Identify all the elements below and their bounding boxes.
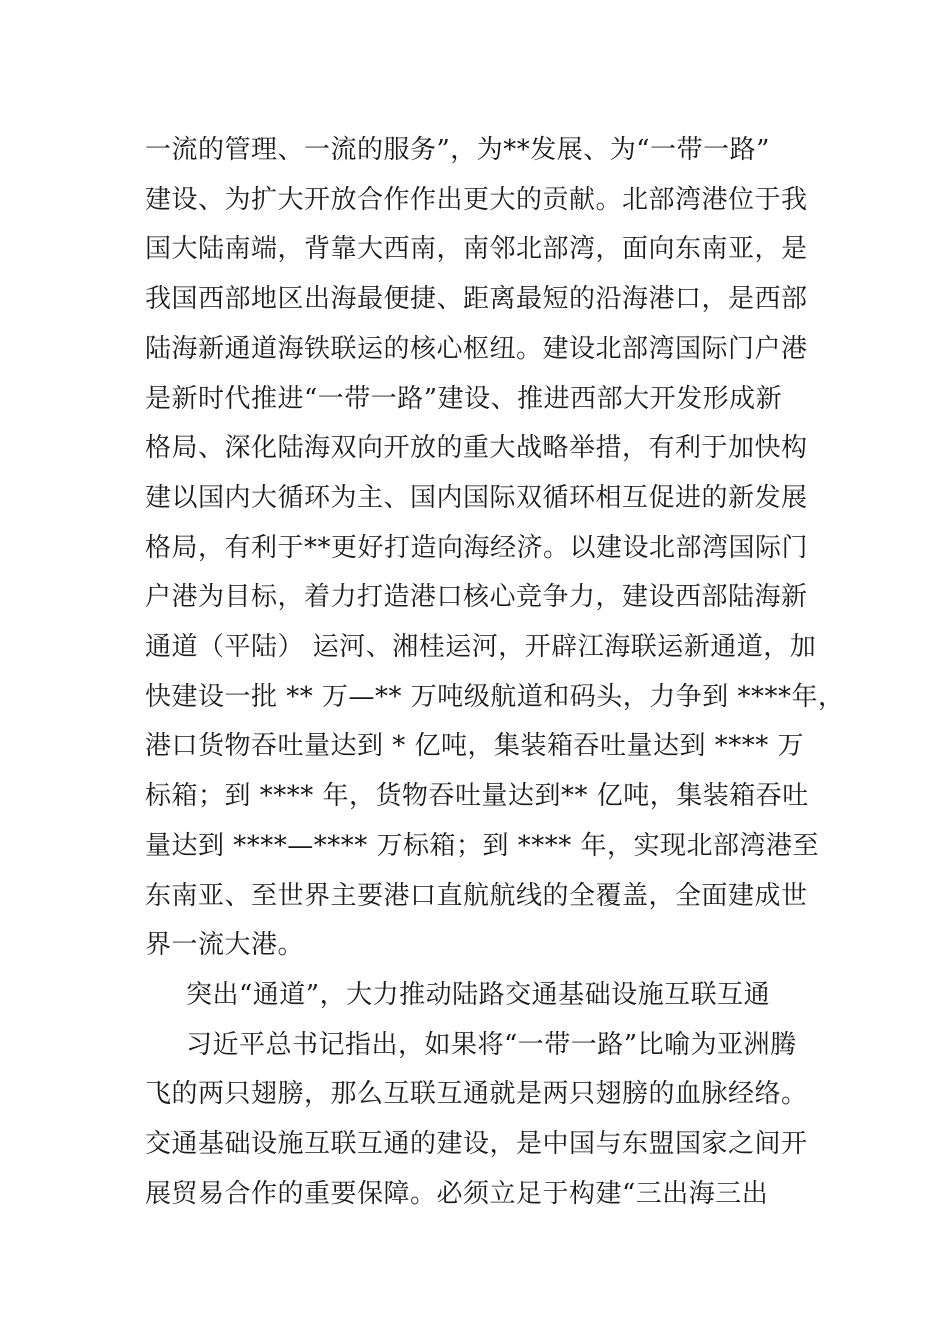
- text-line: 快建设一批 ** 万—** 万吨级航道和码头，力争到 ****年，: [145, 682, 845, 712]
- text-line: 户港为目标，着力打造港口核心竞争力，建设西部陆海新: [145, 582, 808, 612]
- text-line: 飞的两只翅膀，那么互联互通就是两只翅膀的血脉经络。: [145, 1079, 808, 1109]
- text-line: 建设、为扩大开放合作作出更大的贡献。北部湾港位于我: [145, 185, 808, 215]
- text-line: 一流的管理、一流的服务”，为**发展、为“一带一路”: [145, 135, 770, 165]
- text-line: 习近平总书记指出，如果将“一带一路”比喻为亚洲腾: [186, 1030, 797, 1060]
- text-line: 标箱；到 **** 年，货物吞吐量达到** 亿吨，集装箱吞吐: [145, 781, 809, 811]
- text-line: 我国西部地区出海最便捷、距离最短的沿海港口，是西部: [145, 284, 808, 314]
- text-line: 格局、深化陆海双向开放的重大战略举措，有利于加快构: [145, 433, 808, 463]
- text-line: 展贸易合作的重要保障。必须立足于构建“三出海三出: [145, 1179, 769, 1209]
- section-heading: 突出“通道”，大力推动陆路交通基础设施互联互通: [186, 980, 771, 1010]
- text-line: 东南亚、至世界主要港口直航航线的全覆盖，全面建成世: [145, 881, 808, 911]
- text-line: 交通基础设施互联互通的建设，是中国与东盟国家之间开: [145, 1129, 808, 1159]
- text-line: 是新时代推进“一带一路”建设、推进西部大开发形成新: [145, 384, 783, 414]
- text-line: 界一流大港。: [145, 930, 305, 960]
- text-line: 格局，有利于**更好打造向海经济。以建设北部湾国际门: [145, 533, 809, 563]
- text-line: 陆海新通道海铁联运的核心枢纽。建设北部湾国际门户港: [145, 334, 808, 364]
- text-line: 港口货物吞吐量达到 * 亿吨，集装箱吞吐量达到 **** 万: [145, 731, 805, 761]
- text-line: 国大陆南端，背靠大西南，南邻北部湾，面向东南亚，是: [145, 234, 808, 264]
- text-line: 建以国内大循环为主、国内国际双循环相互促进的新发展: [145, 483, 808, 513]
- text-line: 量达到 ****—**** 万标箱；到 **** 年，实现北部湾港至: [145, 831, 820, 861]
- text-line: 通道（平陆） 运河、湘桂运河，开辟江海联运新通道，加: [145, 632, 817, 662]
